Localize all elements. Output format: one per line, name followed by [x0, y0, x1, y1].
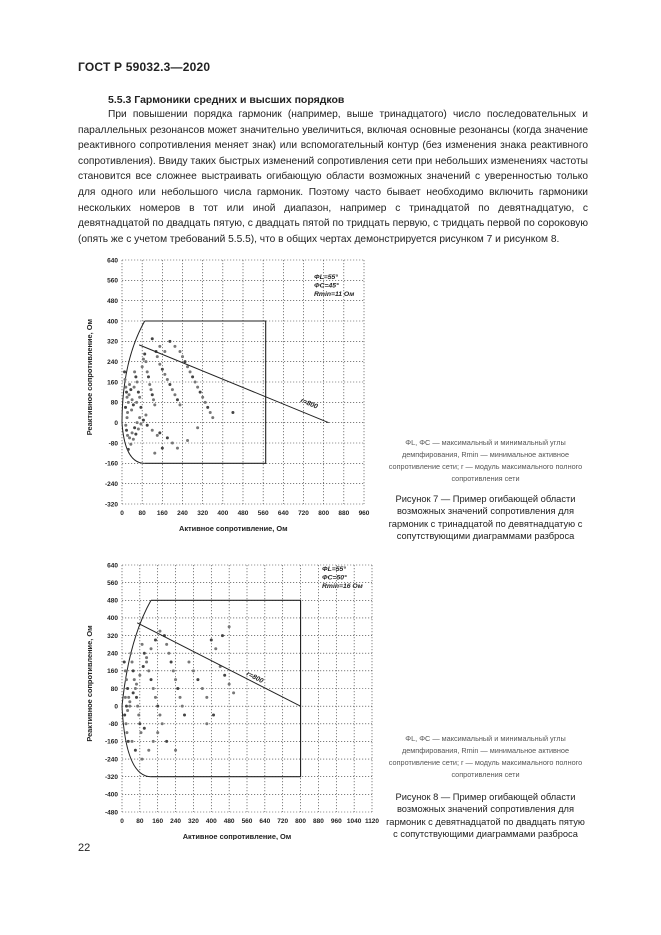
data-point	[214, 647, 217, 650]
data-point	[201, 687, 204, 690]
y-tick-label: 480	[107, 297, 118, 305]
x-tick-label: 640	[259, 818, 271, 825]
data-point	[205, 696, 208, 699]
data-point	[139, 406, 142, 409]
data-point	[137, 428, 140, 431]
data-point	[125, 678, 128, 681]
y-tick-label: 320	[107, 338, 118, 346]
data-point	[156, 705, 159, 708]
y-tick-label: 160	[107, 379, 118, 387]
x-tick-label: 160	[156, 510, 168, 517]
x-tick-label: 640	[277, 510, 289, 517]
data-point	[152, 687, 155, 690]
data-point	[172, 669, 175, 672]
data-point	[167, 652, 170, 655]
data-point	[133, 386, 136, 389]
figure-8-chart	[74, 557, 384, 840]
x-tick-label: 960	[358, 510, 370, 517]
x-tick-label: 1120	[364, 818, 380, 825]
x-axis-title: Активное сопротивление, Ом	[182, 832, 292, 840]
data-point	[126, 396, 129, 399]
data-point	[135, 683, 138, 686]
data-point	[125, 731, 128, 734]
data-point	[171, 442, 174, 445]
data-point	[156, 731, 159, 734]
data-point	[139, 731, 142, 734]
data-point	[196, 386, 199, 389]
data-point	[124, 386, 127, 389]
data-point	[131, 431, 134, 434]
data-point	[134, 433, 137, 436]
data-point	[165, 740, 168, 743]
data-point	[135, 401, 138, 404]
data-point	[181, 705, 184, 708]
data-point	[127, 696, 130, 699]
data-point	[194, 381, 197, 384]
data-point	[168, 383, 171, 386]
data-point	[132, 438, 135, 441]
data-point	[132, 403, 135, 406]
data-point	[173, 393, 176, 396]
data-point	[156, 355, 159, 358]
y-tick-label: -320	[104, 501, 118, 509]
data-point	[138, 722, 141, 725]
data-point	[156, 434, 159, 437]
figure-8-svg	[74, 557, 384, 840]
data-point	[125, 722, 128, 725]
y-tick-label: 640	[107, 257, 118, 265]
x-tick-label: 880	[312, 818, 324, 825]
data-point	[152, 740, 155, 743]
figure-7-chart	[74, 252, 384, 542]
data-point	[158, 713, 161, 716]
data-point	[145, 656, 148, 659]
y-tick-label: 160	[107, 668, 118, 676]
x-tick-label: 400	[205, 818, 217, 825]
page-number: 22	[78, 842, 91, 854]
x-tick-label: 720	[298, 510, 309, 517]
data-point	[131, 661, 134, 664]
data-point	[126, 416, 129, 419]
data-point	[146, 424, 149, 427]
y-tick-label: 80	[110, 399, 118, 407]
data-point	[143, 727, 146, 730]
data-point	[126, 687, 129, 690]
data-point	[136, 705, 139, 708]
data-point	[142, 358, 145, 361]
figure-7-legend: ΦL, ΦC — максимальный и минимальный углы демпфирования, Rmin — минимальное активное сопротивление сети; r — модуль максимального полного сопротивления сети	[388, 438, 583, 483]
data-point	[129, 652, 132, 655]
data-point	[124, 424, 127, 427]
data-point	[232, 691, 235, 694]
data-point	[128, 383, 131, 386]
data-point	[179, 696, 182, 699]
data-point	[127, 448, 130, 451]
r-line	[139, 345, 329, 423]
data-point	[130, 408, 133, 411]
data-point	[141, 643, 144, 646]
data-point	[139, 422, 142, 425]
data-point	[135, 696, 138, 699]
data-point	[126, 709, 129, 712]
data-point	[133, 370, 136, 373]
data-point	[199, 391, 202, 394]
data-point	[158, 630, 161, 633]
x-tick-label: 0	[120, 510, 124, 517]
data-point	[166, 436, 169, 439]
data-point	[143, 353, 146, 356]
data-point	[123, 661, 126, 664]
y-tick-label: 400	[107, 615, 118, 623]
data-point	[228, 683, 231, 686]
data-point	[181, 355, 184, 358]
data-point	[206, 406, 209, 409]
y-tick-label: -320	[104, 774, 118, 782]
data-point	[231, 411, 234, 414]
y-tick-label: 560	[107, 277, 118, 285]
data-point	[187, 661, 190, 664]
data-point	[145, 661, 148, 664]
data-point	[178, 403, 181, 406]
data-point	[131, 740, 134, 743]
data-point	[128, 700, 131, 703]
data-point	[158, 431, 161, 434]
data-point	[133, 678, 136, 681]
data-point	[125, 429, 128, 432]
angle-annotation: Rmin=11 Ом	[314, 291, 355, 298]
data-point	[158, 363, 161, 366]
x-tick-label: 400	[217, 510, 229, 517]
data-point	[178, 350, 181, 353]
angle-annotation: ΦL=55°	[314, 274, 338, 281]
data-point	[134, 749, 137, 752]
data-point	[192, 669, 195, 672]
data-point	[174, 678, 177, 681]
data-point	[124, 696, 127, 699]
data-point	[132, 691, 135, 694]
data-point	[150, 647, 153, 650]
x-tick-label: 880	[338, 510, 350, 517]
x-tick-label: 800	[318, 510, 330, 517]
data-point	[150, 678, 153, 681]
data-point	[163, 350, 166, 353]
data-point	[137, 713, 140, 716]
data-point	[127, 740, 130, 743]
data-point	[228, 625, 231, 628]
x-axis-title: Активное сопротивление, Ом	[179, 524, 288, 533]
data-point	[134, 687, 137, 690]
data-point	[170, 661, 173, 664]
x-tick-label: 80	[138, 510, 146, 517]
y-tick-label: -160	[104, 460, 118, 468]
data-point	[124, 669, 127, 672]
data-point	[124, 378, 127, 381]
data-point	[166, 378, 169, 381]
section-title: 5.5.3 Гармоники средних и высших порядков	[108, 94, 345, 106]
data-point	[131, 398, 134, 401]
data-point	[168, 340, 171, 343]
x-tick-label: 320	[197, 510, 209, 517]
figure-8-legend: ΦL, ΦC — максимальный и минимальный углы демпфирования, Rmin — минимальное активное сопротивление сети; r — модуль максимального полного сопротивления сети	[388, 734, 583, 779]
data-point	[221, 634, 224, 637]
data-point	[191, 375, 194, 378]
data-point	[134, 375, 137, 378]
data-point	[127, 401, 130, 404]
data-point	[151, 429, 154, 432]
data-point	[154, 638, 157, 641]
data-point	[171, 388, 174, 391]
data-point	[144, 414, 147, 417]
data-point	[141, 365, 144, 368]
x-tick-label: 1040	[346, 818, 362, 825]
data-point	[147, 749, 150, 752]
x-tick-label: 960	[330, 818, 342, 825]
data-point	[126, 411, 129, 414]
y-tick-label: 0	[114, 419, 118, 427]
data-point	[125, 705, 128, 708]
data-point	[143, 652, 146, 655]
y-tick-label: -80	[108, 721, 118, 729]
y-tick-label: 320	[107, 632, 118, 640]
data-point	[176, 398, 179, 401]
data-point	[132, 669, 135, 672]
data-point	[205, 722, 208, 725]
data-point	[144, 360, 147, 363]
data-point	[125, 391, 128, 394]
y-tick-label: 80	[110, 685, 118, 693]
data-point	[153, 452, 156, 455]
data-point	[151, 393, 154, 396]
x-tick-label: 240	[177, 510, 188, 517]
data-point	[123, 370, 126, 373]
figure-7-caption: Рисунок 7 — Пример огибающей области возможных значений сопротивления для гармоник с тринадцатой по девятнадцатую с сопутствующими диаграммами разброса	[388, 494, 583, 541]
y-tick-label: 560	[107, 579, 118, 587]
section-paragraph: При повышении порядка гармоник (например, выше тринадцатого) число последовательных и параллельных резонансов может значительно увеличиться, включая основные резонансы (когда значение реактивного сопротивления меняет знак) или вспомогательный контур (без изменения знака реактивного сопротивления). Ввиду таких быстрых изменений сопротивления сети при небольших изменениях частоты становится все сложнее выстраивать огибающую области возможных значений с уверенностью только для одного или небольшого числа гармоник. Поэтому часто бывает необходимо включить гармоники нескольких номеров в тот или иной диапазон, например с тринадцатой по девятнадцатую, с девятнадцатой по двадцать пятую, с двадцать пятой по тридцать первую, с тридцать первой по сороковую (опять же с учетом требований 5.5.5), что в общих чертах демонстрируется рисунком 7 и рисунком 8.	[78, 109, 588, 245]
x-tick-label: 0	[120, 818, 124, 825]
y-tick-label: -160	[104, 738, 118, 746]
x-tick-label: 480	[237, 510, 249, 517]
y-tick-label: 640	[107, 562, 118, 570]
x-tick-label: 80	[136, 818, 144, 825]
data-point	[154, 696, 157, 699]
data-point	[196, 426, 199, 429]
x-tick-label: 240	[170, 818, 182, 825]
data-point	[128, 705, 131, 708]
y-tick-label: 0	[114, 703, 118, 711]
data-point	[146, 370, 149, 373]
data-point	[151, 337, 154, 340]
data-point	[136, 421, 139, 424]
envelope-rectangle	[145, 321, 266, 463]
data-point	[147, 669, 150, 672]
data-point	[211, 416, 214, 419]
data-point	[129, 388, 132, 391]
data-point	[138, 416, 141, 419]
document-header: ГОСТ Р 59032.3—2020	[78, 60, 211, 74]
data-point	[141, 758, 144, 761]
r-label: r=800	[245, 670, 265, 685]
data-point	[149, 388, 152, 391]
data-point	[183, 713, 186, 716]
data-point	[128, 393, 131, 396]
data-point	[153, 403, 156, 406]
data-point	[161, 722, 164, 725]
angle-annotation: ΦC=50°	[322, 574, 347, 582]
data-point	[201, 396, 204, 399]
y-tick-label: 240	[107, 358, 118, 366]
data-point	[136, 381, 139, 384]
x-tick-label: 160	[152, 818, 164, 825]
data-point	[196, 678, 199, 681]
x-tick-label: 720	[277, 818, 289, 825]
data-point	[152, 398, 155, 401]
data-point	[173, 345, 176, 348]
data-point	[189, 370, 192, 373]
y-tick-label: 240	[107, 650, 118, 658]
y-tick-label: -400	[104, 791, 118, 799]
data-point	[186, 439, 189, 442]
angle-annotation: ΦC=45°	[314, 282, 339, 290]
data-point	[137, 391, 140, 394]
y-tick-label: -480	[104, 809, 118, 817]
y-tick-label: 480	[107, 597, 118, 605]
data-point	[123, 713, 126, 716]
data-point	[204, 401, 207, 404]
data-point	[210, 638, 213, 641]
angle-annotation: Rmin=16 Ом	[322, 583, 363, 590]
angle-annotation: ΦL=55°	[322, 566, 346, 573]
data-point	[128, 436, 131, 439]
data-point	[158, 345, 161, 348]
x-tick-label: 560	[257, 510, 269, 517]
y-axis-title: Реактивное сопротивление, Ом	[85, 625, 94, 742]
data-point	[138, 396, 141, 399]
data-point	[165, 643, 168, 646]
data-point	[161, 447, 164, 450]
x-tick-label: 560	[241, 818, 253, 825]
data-point	[142, 665, 145, 668]
data-point	[176, 687, 179, 690]
data-point	[126, 434, 129, 437]
y-tick-label: -240	[104, 480, 118, 488]
data-point	[147, 375, 150, 378]
data-point	[142, 419, 145, 422]
r-label: r=800	[299, 397, 319, 411]
data-point	[176, 447, 179, 450]
data-point	[174, 749, 177, 752]
data-point	[212, 713, 215, 716]
data-point	[209, 411, 212, 414]
data-point	[138, 674, 141, 677]
x-tick-label: 320	[187, 818, 199, 825]
data-point	[148, 383, 151, 386]
y-tick-label: -80	[108, 440, 118, 448]
data-point	[133, 426, 136, 429]
figure-7-svg	[74, 252, 384, 542]
data-point	[124, 406, 127, 409]
data-point	[161, 368, 164, 371]
y-tick-label: -240	[104, 756, 118, 764]
data-point	[184, 360, 187, 363]
x-tick-label: 800	[295, 818, 307, 825]
y-axis-title: Реактивное сопротивление, Ом	[85, 319, 94, 436]
figure-8-caption: Рисунок 8 — Пример огибающей области возможных значений сопротивления для гармоник с девятнадцатой по двадцать пятую с сопутствующими диаграммами разброса	[386, 792, 585, 839]
data-point	[223, 674, 226, 677]
x-tick-label: 480	[223, 818, 235, 825]
y-tick-label: 400	[107, 318, 118, 326]
data-point	[163, 373, 166, 376]
data-point	[129, 443, 132, 446]
